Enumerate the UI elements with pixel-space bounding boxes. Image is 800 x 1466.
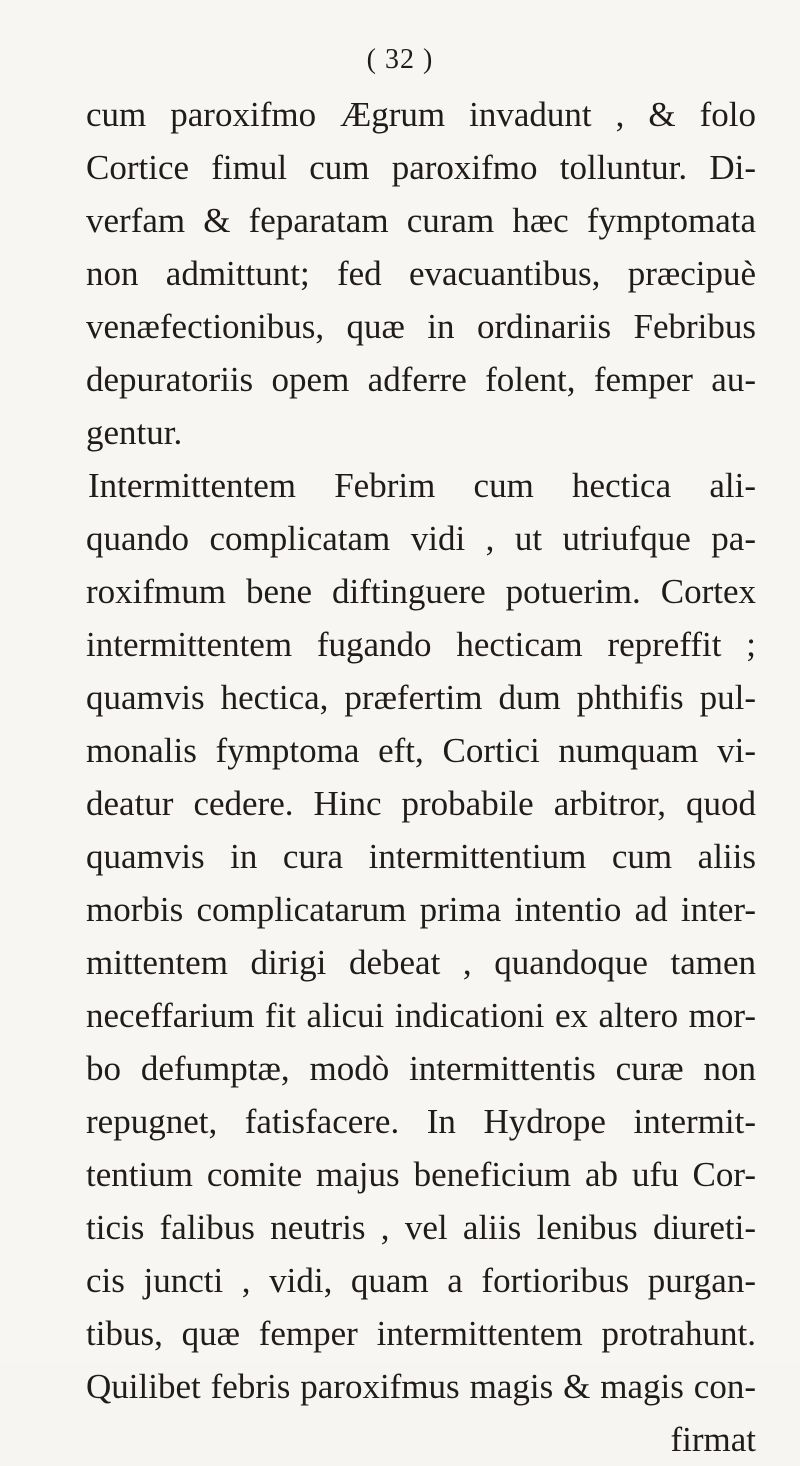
text-line: venæfectionibus, quæ in ordinariis Febribus bbox=[86, 307, 756, 346]
text-line: cum paroxifmo Ægrum invadunt , & folo bbox=[86, 95, 756, 134]
text-line: depuratoriis opem adferre folent, femper au- bbox=[86, 360, 756, 399]
text-line: intermittentem fugando hecticam repreffit ; bbox=[86, 625, 756, 664]
text-line: cis juncti , vidi, quam a fortioribus purgan- bbox=[86, 1261, 756, 1300]
text-line: bo defumptæ, modò intermittentis curæ non bbox=[86, 1049, 756, 1088]
text-line: tibus, quæ femper intermittentem protrahunt. bbox=[86, 1314, 756, 1353]
text-line: deatur cedere. Hinc probabile arbitror, quod bbox=[86, 784, 756, 823]
text-line: roxifmum bene diftinguere potuerim. Cortex bbox=[86, 572, 756, 611]
text-line: verfam & feparatam curam hæc fymptomata bbox=[86, 201, 756, 240]
body-text bbox=[86, 88, 756, 1466]
text-line: neceffarium fit alicui indicationi ex altero mor- bbox=[86, 996, 756, 1035]
text-line: quando complicatam vidi , ut utriufque pa- bbox=[86, 519, 756, 558]
text-line: ticis falibus neutris , vel aliis lenibus diureti- bbox=[86, 1208, 756, 1247]
text-line: quamvis in cura intermittentium cum aliis bbox=[86, 837, 756, 876]
text-line: non admittunt; fed evacuantibus, præcipuè bbox=[86, 254, 756, 293]
text-line: quamvis hectica, præfertim dum phthifis pul- bbox=[86, 678, 756, 717]
text-line: Intermittentem Febrim cum hectica ali- bbox=[88, 466, 756, 505]
catchword: firmat bbox=[670, 1420, 756, 1459]
text-line: Cortice fimul cum paroxifmo tolluntur. Di- bbox=[86, 148, 756, 187]
text-line: tentium comite majus beneficium ab ufu Cor- bbox=[86, 1155, 756, 1194]
text-line: monalis fymptoma eft, Cortici numquam vi- bbox=[86, 731, 756, 770]
text-line: repugnet, fatisfacere. In Hydrope intermit- bbox=[86, 1102, 756, 1141]
text-line: gentur. bbox=[86, 413, 183, 452]
text-line: Quilibet febris paroxifmus magis & magis con- bbox=[86, 1367, 756, 1406]
text-line: morbis complicatarum prima intentio ad inter- bbox=[86, 890, 756, 929]
page-number: ( 32 ) bbox=[366, 44, 434, 75]
text-line: mittentem dirigi debeat , quandoque tamen bbox=[86, 943, 756, 982]
